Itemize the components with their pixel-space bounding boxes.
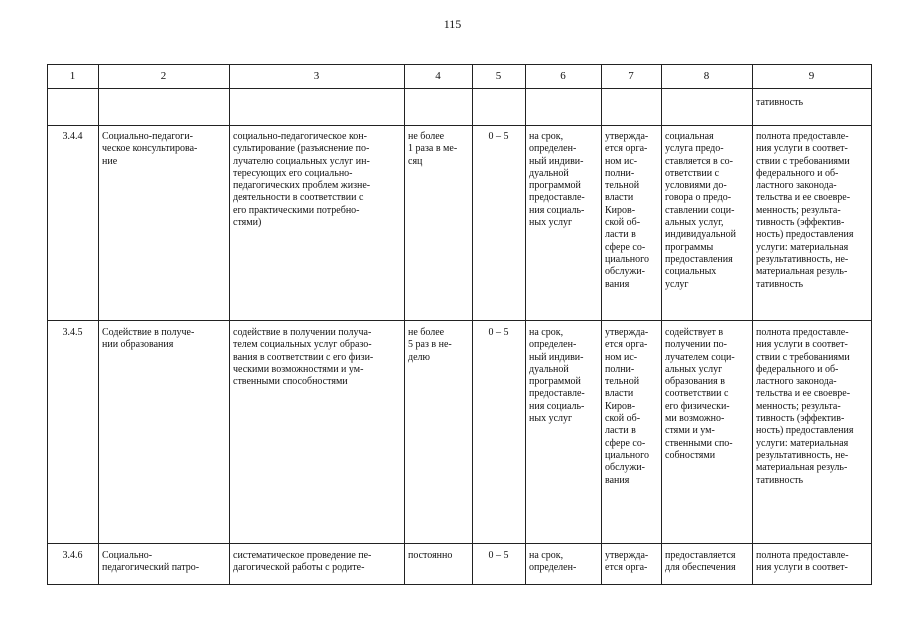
column-line xyxy=(871,64,872,585)
header-col-7: 7 xyxy=(628,70,634,82)
header-divider xyxy=(47,88,871,89)
header-col-1: 1 xyxy=(69,70,76,82)
column-line xyxy=(525,64,526,585)
service-term: на срок, определен- ный индиви- дуальной программой предоставле- ния социаль- ных услуг xyxy=(529,131,585,229)
service-approval: утвержда- ется орга- ном ис- полни- тельной власти Киров- ской об- ласти в сфере со- циального обслужи- вания xyxy=(605,327,649,486)
column-line xyxy=(229,64,230,585)
service-indicators: полнота предоставле- ния услуги в соответ- xyxy=(756,550,849,574)
service-approval: утвержда- ется орга- ном ис- полни- тельной власти Киров- ской об- ласти в сфере со- циального обслужи- вания xyxy=(605,131,649,290)
row-divider xyxy=(47,320,871,321)
table-border-top xyxy=(47,64,871,65)
service-rate: 0 – 5 xyxy=(488,327,509,338)
service-indicators: полнота предоставле- ния услуги в соответ- ствии с требованиями федерального и об- ластного законода- тельства и ее своевре- менность; результа- тивность (эффектив- ность) предоставления услуги: материальная результативность, не- материальная резуль- тативность xyxy=(756,327,854,486)
column-line xyxy=(601,64,602,585)
service-content: содействие в получении получа- телем социальных услуг образо- вания в соответствии с его физи- ческими возможностями и ум- ственными способностями xyxy=(233,327,374,388)
header-col-3: 3 xyxy=(313,70,320,82)
service-indicators: полнота предоставле- ния услуги в соответ- ствии с требованиями федерального и об- ластного законода- тельства и ее своевре- менность; результа- тивность (эффектив- ность) предоставления услуги: материальная результативность, не- материальная резуль- тативность xyxy=(756,131,854,290)
header-col-5: 5 xyxy=(495,70,502,82)
table-row-code: 3.4.4 xyxy=(62,131,83,142)
header-col-4: 4 xyxy=(435,70,441,82)
column-line xyxy=(752,64,753,585)
service-approval: утвержда- ется орга- xyxy=(605,550,649,574)
service-name: Содействие в получе- нии образования xyxy=(102,327,195,351)
service-content: систематическое проведение пе- дагогической работы с родите- xyxy=(233,550,372,574)
header-col-9: 9 xyxy=(808,70,815,82)
table-border-bottom xyxy=(47,584,871,585)
header-col-2: 2 xyxy=(160,70,167,82)
row-divider xyxy=(47,125,871,126)
service-term: на срок, определен- ный индиви- дуальной программой предоставле- ния социаль- ных услуг xyxy=(529,327,585,425)
service-conditions: предоставляется для обеспечения xyxy=(665,550,736,574)
page-number: 115 xyxy=(443,17,462,31)
column-line xyxy=(98,64,99,585)
table-row-code: 3.4.5 xyxy=(62,327,83,338)
service-frequency: не более 5 раз в не- делю xyxy=(408,327,452,363)
service-conditions: социальная услуга предо- ставляется в со- ответствии с условиями до- говора о предо- ставлении соци- альных услуг, индивидуальной программы предоставления социальных услуг xyxy=(665,131,736,290)
service-name: Социально- педагогический патро- xyxy=(102,550,200,574)
service-conditions: содействует в получении по- лучателем соци- альных услуг образования в соответствии с его физически- ми возможно- стями и ум- ственными спо- собностями xyxy=(665,327,735,461)
column-line xyxy=(661,64,662,585)
service-name: Социально-педагоги- ческое консультирова- ние xyxy=(102,131,198,167)
service-rate: 0 – 5 xyxy=(488,550,509,561)
service-rate: 0 – 5 xyxy=(488,131,509,142)
header-col-6: 6 xyxy=(560,70,566,82)
row-divider xyxy=(47,543,871,544)
service-content: социально-педагогическое кон- сультирование (разъяснение по- лучателю социальных услуг ин- тересующих его социально- педагогических проблем жизне- деятельности в соответствии с его практическими потребно- стями) xyxy=(233,131,371,229)
column-line xyxy=(404,64,405,585)
continuation-cell: тативность xyxy=(756,97,804,108)
service-term: на срок, определен- xyxy=(529,550,577,574)
service-frequency: не более 1 раза в ме- сяц xyxy=(408,131,458,167)
header-col-8: 8 xyxy=(703,70,710,82)
table-row-code: 3.4.6 xyxy=(62,550,83,561)
service-frequency: постоянно xyxy=(408,550,453,561)
